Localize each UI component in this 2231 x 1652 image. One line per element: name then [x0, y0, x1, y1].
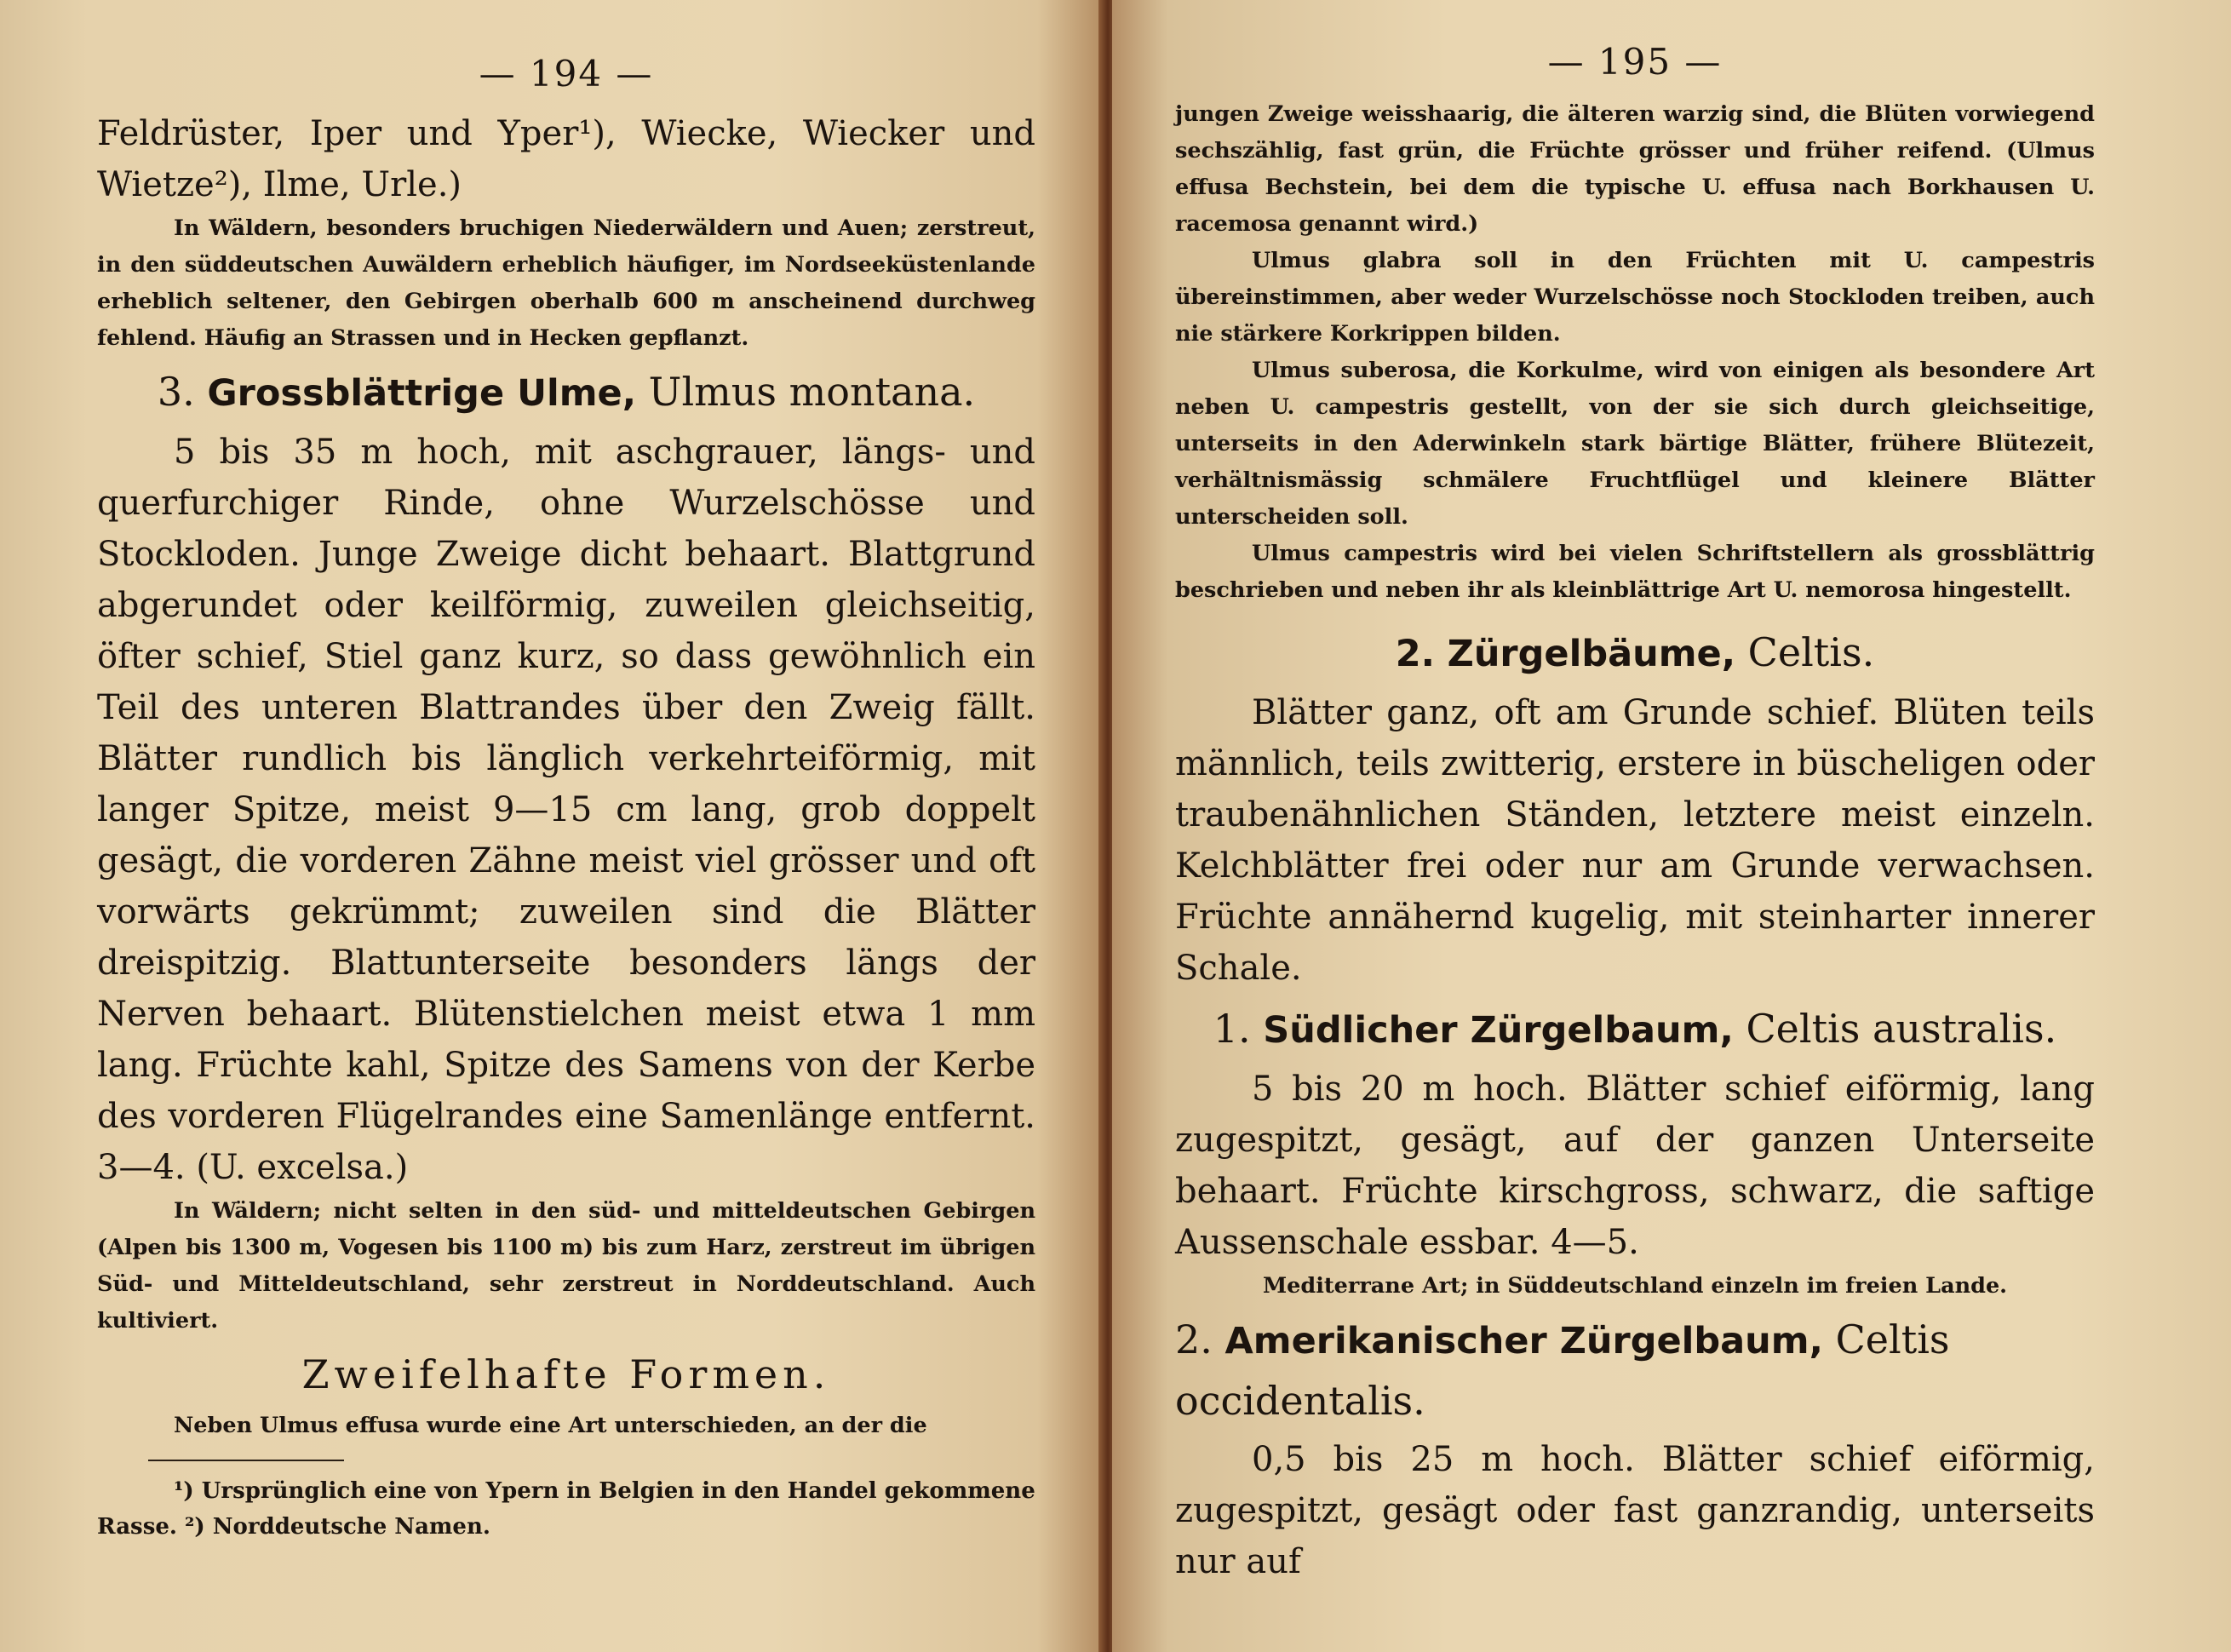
species-name: Grossblättrige Ulme,: [207, 372, 637, 415]
continued-text: Feldrüster, Iper und Yper¹), Wiecke, Wiecker und Wietze²), Ilme, Urle.): [97, 114, 1035, 204]
species-description: 5 bis 20 m hoch. Blätter schief eiförmig, lang zugespitzt, gesägt, auf der ganzen Unterseite behaart. Früchte kirschgross, schwarz, die saftige Aussenschale essbar. 4—5.: [1175, 1070, 2095, 1262]
section-text: Neben Ulmus effusa wurde eine Art unterschieden, an der die: [174, 1413, 927, 1438]
species-description: 5 bis 35 m hoch, mit aschgrauer, längs- und querfurchiger Rinde, ohne Wurzelschösse und Stockloden. Junge Zweige dicht behaart. Blattgrund abgerundet oder keilförmig, zuweilen gleichseitig, öfter schief, Stiel ganz kurz, so dass gewöhnlich ein Teil des unteren Blattrandes über den Zweig fällt. Blätter rundlich bis länglich verkehrteiförmig, mit langer Spitze, meist 9—15 cm lang, grob doppelt gesägt, die vorderen Zähne meist viel grösser und oft vorwärts gekrümmt; zuweilen sind die Blätter dreispitzig. Blattunterseite besonders längs der Nerven behaart. Blütenstielchen meist etwa 1 mm lang. Früchte kahl, Spitze des Samens von der Kerbe des vorderen Flügelrandes eine Samenlänge entfernt. 3—4. (U. excelsa.): [97, 433, 1035, 1187]
note-glabra: Ulmus glabra soll in den Früchten mit U. campestris übereinstimmen, aber weder Wurzelschösse noch Stockloden treiben, auch nie stärkere Korkrippen bilden.: [1175, 248, 2095, 347]
species-heading: [97, 362, 1035, 423]
right-page: [1112, 0, 2231, 1652]
footnote: ¹) Ursprünglich eine von Ypern in Belgien in den Handel gekommene Rasse. ²) Norddeutsche Namen.: [97, 1478, 1035, 1540]
species-description: 0,5 bis 25 m hoch. Blätter schief eiförmig, zugespitzt, gesägt oder fast ganzrandig, unterseits nur auf: [1175, 1440, 2095, 1581]
genus-number: 2.: [1395, 633, 1436, 675]
note-campestris: Ulmus campestris wird bei vielen Schriftstellern als grossblättrig beschrieben und neben ihr als kleinblättrige Art U. nemorosa hingestellt.: [1175, 541, 2095, 603]
species-number: 2.: [1175, 1316, 1213, 1362]
footnote-rule: [148, 1460, 344, 1461]
distribution-note: In Wäldern, besonders bruchigen Niederwäldern und Auen; zerstreut, in den süddeutschen Auwäldern erheblich häufiger, im Nordseeküstenlande erheblich seltener, den Gebirgen oberhalb 600 m anscheinend durchweg fehlend. Häufig an Strassen und in Hecken gepflanzt.: [97, 215, 1035, 351]
genus-latin: Celtis.: [1747, 629, 1875, 675]
species-latin: Celtis occidentalis.: [1175, 1316, 1950, 1424]
page-number-right: — 195 —: [1547, 41, 1723, 83]
genus-description: Blätter ganz, oft am Grunde schief. Blüten teils männlich, teils zwitterig, erstere in büscheligen oder traubenähnlichen Ständen, letztere meist einzeln. Kelchblätter frei oder nur am Grunde verwachsen. Früchte annähernd kugelig, mit steinharter innerer Schale.: [1175, 693, 2095, 988]
distribution-note: In Wäldern; nicht selten in den süd- und mitteldeutschen Gebirgen (Alpen bis 1300 m, Vogesen bis 1100 m) bis zum Harz, zerstreut im übrigen Süd- und Mitteldeutschland, sehr zerstreut in Norddeutschland. Auch kultiviert.: [97, 1198, 1035, 1334]
species-latin: Ulmus montana.: [648, 369, 976, 415]
section-heading: Zweifelhafte Formen.: [301, 1351, 831, 1397]
note-suberosa: Ulmus suberosa, die Korkulme, wird von einigen als besondere Art neben U. campestris gestellt, von der sie sich durch gleichseitige, unterseits in den Aderwinkeln stark bärtige Blätter, frühere Blütezeit, verhältnismässig schmälere Fruchtflügel und kleinere Blätter unterscheiden soll.: [1175, 358, 2095, 530]
genus-heading: [1175, 622, 2095, 684]
species-latin: Celtis australis.: [1746, 1006, 2057, 1052]
species-number: 3.: [157, 369, 195, 415]
genus-name: Zürgelbäume,: [1447, 633, 1736, 675]
left-page: [0, 0, 1104, 1652]
species-name: Amerikanischer Zürgelbaum,: [1224, 1320, 1823, 1362]
species-name: Südlicher Zürgelbaum,: [1263, 1009, 1734, 1052]
page-number-left: — 194 —: [479, 53, 654, 95]
continued-text: jungen Zweige weisshaarig, die älteren warzig sind, die Blüten vorwiegend sechszählig, fast grün, die Früchte grösser und früher reifend. (Ulmus effusa Bechstein, bei dem die typische U. effusa nach Borkhausen U. racemosa genannt wird.): [1175, 101, 2095, 237]
species-heading: [1175, 999, 2095, 1060]
species-number: 1.: [1213, 1006, 1251, 1052]
species-heading: [1175, 1310, 2095, 1431]
distribution-note: Mediterrane Art; in Süddeutschland einzeln im freien Lande.: [1262, 1273, 2008, 1299]
